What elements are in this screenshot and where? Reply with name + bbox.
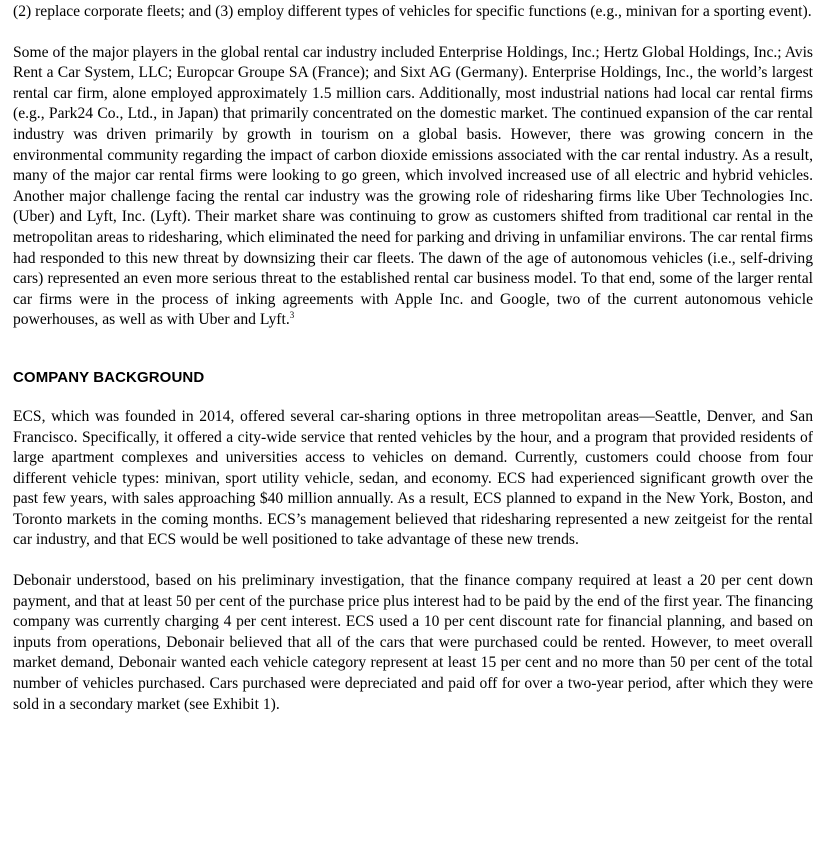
- background-paragraph: ECS, which was founded in 2014, offered several car-sharing options in three metropolitan areas—Seattle, Denver, and San Francisco. Specifically, it offered a city-wide service that rented vehicles by the hour, and a program that provided residents of large apartment complexes and universities access to vehicles on demand. Currently, customers could choose from four different vehicle types: minivan, sport utility vehicle, sedan, and economy. ECS had experienced significant growth over the past few years, with sales approaching $40 million annually. As a result, ECS planned to expand in the New York, Boston, and Toronto markets in the coming months. ECS’s management believed that ridesharing represented a new zeitgeist for the rental car industry, and that ECS would be well positioned to take advantage of these new trends.: [13, 407, 813, 549]
- paragraph-spacer: [13, 551, 813, 571]
- section-spacer: [13, 331, 813, 368]
- heading-spacer: [13, 388, 813, 407]
- paragraph-spacer: [13, 23, 813, 43]
- document-page: [13, 2, 813, 715]
- industry-paragraph: [13, 43, 813, 331]
- intro-tail-paragraph: (2) replace corporate fleets; and (3) employ different types of vehicles for specific functions (e.g., minivan for a sporting event).: [13, 3, 812, 20]
- footnote-marker[interactable]: 3: [289, 310, 295, 321]
- section-heading-company-background: COMPANY BACKGROUND: [13, 368, 205, 386]
- financing-paragraph: Debonair understood, based on his preliminary investigation, that the finance company required at least a 20 per cent down payment, and that at least 50 per cent of the purchase price plus interest had to be paid by the end of the first year. The financing company was currently charging 4 per cent interest. ECS used a 10 per cent discount rate for financial planning, and based on inputs from operations, Debonair believed that all of the cars that were purchased could be rented. However, to meet overall market demand, Debonair wanted each vehicle category represent at least 15 per cent and no more than 50 per cent of the total number of vehicles purchased. Cars purchased were depreciated and paid off for over a two-year period, after which they were sold in a secondary market (see Exhibit 1).: [13, 572, 813, 713]
- industry-paragraph-text: Some of the major players in the global rental car industry included Enterprise Holdings, Inc.; Hertz Global Holdings, Inc.; Avis Rent a Car System, LLC; Europcar Groupe SA (France); and Sixt AG (Germany). Enterprise Holdings, Inc., the world’s largest rental car firm, alone employed approximately 1.5 million cars. Additionally, most industrial nations had local car rental firms (e.g., Park24 Co., Ltd., in Japan) that primarily concentrated on the domestic market. The continued expansion of the car rental industry was driven primarily by growth in tourism on a global basis. However, there was growing concern in the environmental community regarding the impact of carbon dioxide emissions associated with the car rental industry. As a result, many of the major car rental firms were looking to go green, which involved increased use of all electric and hybrid vehicles. Another major challenge facing the rental car industry was the growing role of ridesharing firms like Uber Technologies Inc. (Uber) and Lyft, Inc. (Lyft). Their market share was continuing to grow as customers shifted from traditional car rental in the metropolitan areas to ridesharing, which eliminated the need for parking and driving in unfamiliar environs. The car rental firms had responded to this new threat by downsizing their car fleets. The dawn of the age of autonomous vehicles (i.e., self-driving cars) represented an even more serious threat to the established rental car business model. To that end, some of the larger rental car firms were in the process of inking agreements with Apple Inc. and Google, two of the current autonomous vehicle powerhouses, as well as with Uber and Lyft.: [13, 43, 813, 329]
